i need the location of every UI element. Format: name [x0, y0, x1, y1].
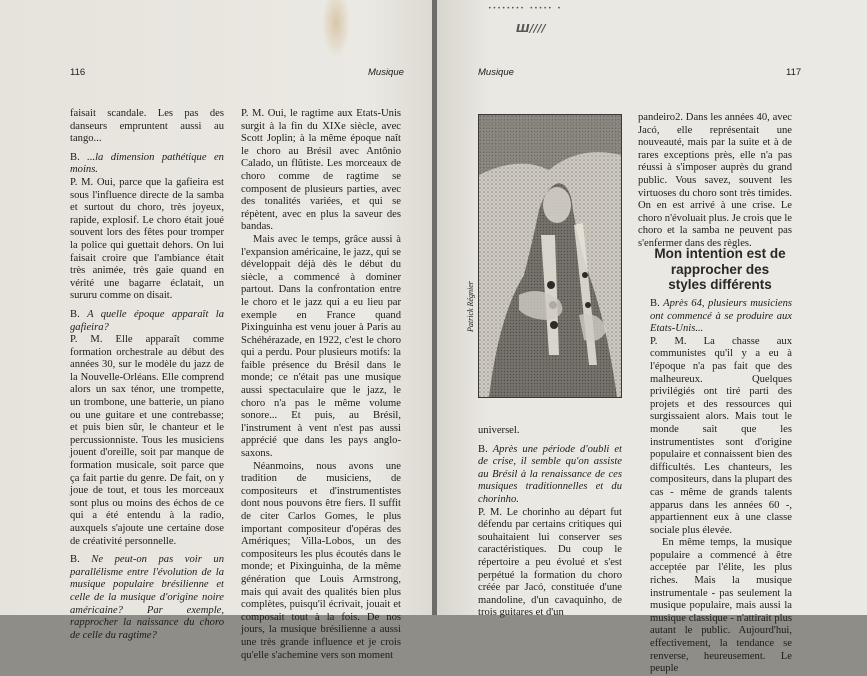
right-column-1 — [478, 425, 622, 620]
paragraph — [70, 108, 224, 146]
paragraph — [70, 177, 224, 303]
answer-text: Oui, le ragtime aux Etats-Unis surgit à la fin du XIXe siècle, avec Scott Joplin; à la même époque naît le choro au Brésil avec Antônio Calado, un flûtiste. Les morceaux de choro comme de ragtime se composent de plusieurs parties, avec des tonalités variées, et qui se répètent, avec en plus la saveur des bandas. — [241, 108, 402, 233]
question-text: Ne peut-on pas voir un parallélisme entre l'évolution de la musique populaire brésilienne et celle de la musique d'origine noire américaine? Par exemple, rapprocher la naissance du choro de celle du ragtime? — [70, 554, 224, 641]
answer-text: Le chorinho au départ fut défendu par certains critiques qui souhaitaient lui conserver ses caractéristiques. Du coup le répertoire a peu évolué et s'est perpétué la formation du choro créée par Jacó, constituée d'une mandoline, d'un cavaquinho, de trois guitares et d'un — [478, 506, 622, 619]
answer-text: faisait scandale. Les pas des danseurs empruntent aussi au tango... — [70, 108, 224, 145]
right-column-2-top — [638, 112, 792, 251]
answer-text: Néanmoins, nous avons une tradition de musiciens, de compositeurs et d'instrumentistes dont nous pouvons être fiers. Il suffit de citer Carlos Gomes, le plus important compositeur d'opéras des Amériques; Villa-Lobos, un des compositeurs les plus écoutés dans le monde; et Pixinguinha, de la même génération que Louis Armstrong, mais qui avait des qualités bien plus complètes, puisqu'il écrivait, jouait et composait tout à la fois. De nos jours, la musique brésilienne a aussi une très grande influence et je crois qu'elle s'achemine vers son moment — [241, 460, 401, 661]
speaker-label: P. M. — [70, 334, 116, 346]
speaker-label: B. — [70, 151, 88, 163]
logo-mark: Ш∕/// — [516, 22, 546, 35]
photo-credit: Patrick Régnier — [466, 281, 475, 332]
right-column-2-bottom — [650, 298, 792, 676]
answer-text: universel. — [478, 425, 520, 436]
speaker-label: P. M. — [70, 176, 97, 188]
question-text: Après une période d'oubli et de crise, il semble qu'on assiste au Brésil à la renaissance de ces musiques traditionnelles et du chorinho. — [478, 443, 622, 505]
paragraph — [478, 507, 622, 620]
paragraph — [70, 152, 224, 177]
question-text: A quelle époque apparaît la gafieira? — [70, 308, 224, 333]
article-headline: Mon intention est de rapprocher des styles différents — [654, 246, 786, 292]
speaker-label: B. — [70, 308, 88, 320]
speaker-label: P. M. — [241, 108, 268, 119]
answer-text: Mais avec le temps, grâce aussi à l'expansion américaine, le jazz, qui se développait déjà dès le début du siècle, a commencé à dominer partout. Dans la confrontation entre le choro et le jazz qui a eu lieu par exemple en France quand Pixinguinha est venu jouer à Paris au Schéhérazade, en 1922, c'est le choro qui a perdu. Pour plusieurs motifs: la faible présence du Brésil dans le monde; ce n'était pas une musique aussi spectaculaire que le jazz, le choro n'a pas le même volume sonore... Et puis, au Brésil, l'instrument à vent n'est pas aussi apprécié que dans les pays anglo-saxons. — [241, 233, 401, 460]
speaker-label: B. — [70, 554, 92, 566]
paragraph — [478, 425, 622, 438]
speaker-label: P. M. — [650, 335, 704, 347]
paragraph — [650, 537, 792, 676]
paragraph — [241, 108, 401, 234]
page-number-left: 116 — [70, 67, 86, 78]
paragraph: pandeiro2. Dans les années 40, avec Jacó, elle représentait une nouveauté, mais par la suite et à de rares exceptions près, elle n'a pas réussi à s'imposer auprès du grand public. Vous savez, souvent les virtuoses du choro sont très timides. On en est arrivé à une crise. Le choro n'évoluait plus. Je crois que le choro et la samba ne peuvent pas s'enfermer dans des règles. — [638, 112, 793, 249]
paragraph — [241, 234, 401, 461]
answer-text: Elle apparaît comme formation orchestrale au début des années 30, sur le modèle du jazz de la Nouvelle-Orléans. Elle comprend alors un sax ténor, une trompette, un trombone, une batterie, un piano ou une guitare et une contrebasse; et puis bien sûr, le chanteur et le percussionniste. Tous les musiciens jouent d'oreille, soit par manque de formation musicale, soit parce que ça fait partie du genre. De fait, on y joue de tout, et tous les morceaux sont plus ou moins des échos de ce qui a été entendu à la radio, auxquels s'ajoute une certaine dose de créativité personnelle. — [70, 334, 225, 547]
paper-stain — [322, 0, 350, 58]
paragraph — [650, 336, 792, 538]
speaker-label: P. M. — [478, 506, 507, 518]
paragraph — [70, 554, 224, 642]
answer-text: La chasse aux communistes qu'il y a eu à l'époque n'a pas fait que des malheureux. Quelques privilégiés ont tiré parti des projets et des ressources qui surgissaient alors. Mais tout le monde sait que les instrumentistes sont d'origine populaire et connaissent bien des difficultés. Les chanteurs, les compositeurs, dans la plupart des cas - même de grands talents apparus dans les années 60 -, appartiennent eux à une classe sociale plus élevée. — [650, 335, 792, 536]
running-head-right: Musique — [478, 67, 514, 78]
answer-text: En même temps, la musique populaire a commencé à être acceptée par l'élite, les plus riches. Mais la musique instrumentale - pas seulement la musique populaire, mais aussi la musique classique - n'attirait plus autant le public. Aujourd'hui, effectivement, la tendance se renverse, heureusement. Le peuple — [650, 537, 792, 675]
saxophonist-photo — [478, 114, 622, 398]
left-column-2 — [241, 108, 401, 662]
question-text: Après 64, plusieurs musiciens ont commencé à se produire aux Etats-Unis... — [650, 298, 792, 335]
left-page — [0, 0, 434, 661]
paragraph — [70, 309, 224, 334]
page-number-right: 117 — [786, 67, 802, 78]
running-head-left: Musique — [368, 67, 404, 78]
speaker-label: B. — [650, 298, 664, 309]
speaker-label: B. — [478, 443, 493, 455]
paragraph — [70, 334, 224, 548]
left-column-1 — [70, 108, 224, 642]
answer-text: Oui, parce que la gafieira est sous l'influence directe de la samba et surtout du choro, très joyeux, rapide, explosif. Le choro était joué souvent lors des fêtes pour tromper la police qui guettait dehors. On lui faisait croire que l'ambiance était très animée, très gaie quand en vérité une bagarre éclatait, un sururu comme on disait. — [70, 176, 224, 302]
question-text: ...la dimension pathétique en moins. — [70, 151, 224, 176]
stamp-mark: •••••••• ••••• • — [488, 5, 562, 12]
paragraph — [650, 298, 792, 336]
paragraph — [241, 461, 401, 663]
paragraph — [478, 444, 622, 507]
